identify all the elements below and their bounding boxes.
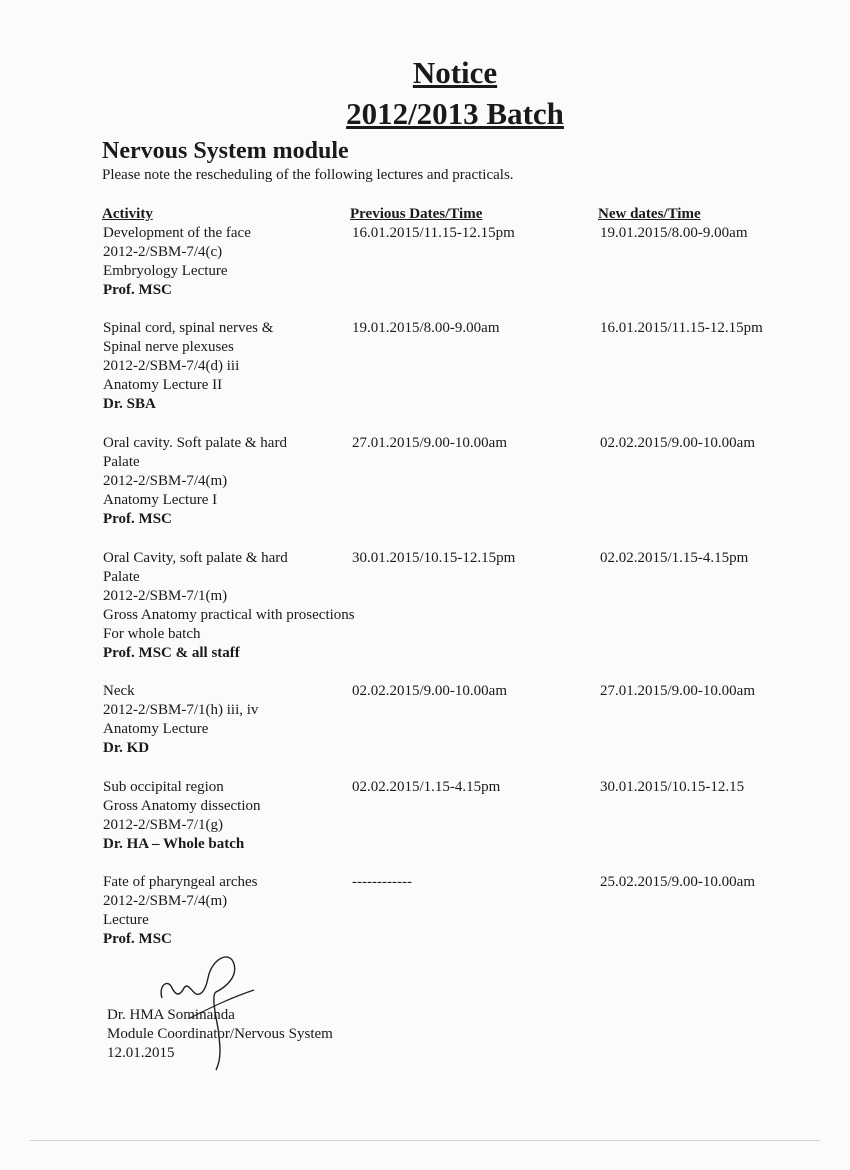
lecturer: Dr. HA – Whole batch: [103, 836, 245, 852]
activity-line: 2012-2/SBM-7/4(m): [103, 473, 228, 489]
activity-line: Palate: [103, 454, 140, 470]
signature-date: 12.01.2015: [107, 1045, 175, 1061]
signatory-name: Dr. HMA Sominanda: [107, 1007, 235, 1023]
lecturer: Prof. MSC: [103, 511, 172, 527]
previous-date: 27.01.2015/9.00-10.00am: [352, 435, 507, 451]
batch-title: 2012/2013 Batch: [346, 96, 564, 131]
activity-header: Activity: [102, 206, 153, 222]
activity-line: 2012-2/SBM-7/1(g): [103, 817, 223, 833]
activity-cell: [103, 778, 393, 854]
activity-line: Sub occipital region: [103, 779, 224, 795]
activity-line: For whole batch: [103, 626, 201, 642]
activity-line: Anatomy Lecture: [103, 721, 209, 737]
previous-date: 30.01.2015/10.15-12.15pm: [352, 550, 516, 566]
activity-line: Gross Anatomy practical with prosections: [103, 607, 355, 623]
previous-date: 19.01.2015/8.00-9.00am: [352, 320, 500, 336]
module-heading: Nervous System module: [102, 138, 349, 164]
previous-date: ------------: [352, 874, 412, 890]
activity-line: 2012-2/SBM-7/4(m): [103, 893, 228, 909]
new-date: 27.01.2015/9.00-10.00am: [600, 683, 755, 699]
activity-line: Spinal nerve plexuses: [103, 339, 234, 355]
signature-block: [107, 1006, 333, 1063]
activity-line: 2012-2/SBM-7/4(d) iii: [103, 358, 240, 374]
activity-cell: [103, 224, 393, 300]
previous-date: 16.01.2015/11.15-12.15pm: [352, 225, 515, 241]
new-date: 02.02.2015/9.00-10.00am: [600, 435, 755, 451]
activity-line: 2012-2/SBM-7/4(c): [103, 244, 223, 260]
page-divider: [30, 1140, 820, 1141]
activity-line: Anatomy Lecture II: [103, 377, 223, 393]
signatory-role: Module Coordinator/Nervous System: [107, 1026, 333, 1042]
activity-line: Palate: [103, 569, 140, 585]
lecturer: Prof. MSC & all staff: [103, 645, 240, 661]
lecturer: Dr. KD: [103, 740, 150, 756]
activity-line: Anatomy Lecture I: [103, 492, 218, 508]
activity-cell: [103, 682, 393, 758]
new-date: 25.02.2015/9.00-10.00am: [600, 874, 755, 890]
activity-cell: [103, 434, 393, 529]
new-dates-header: New dates/Time: [598, 206, 701, 222]
activity-line: Development of the face: [103, 225, 251, 241]
lecturer: Prof. MSC: [103, 931, 172, 947]
activity-line: 2012-2/SBM-7/1(h) iii, iv: [103, 702, 259, 718]
rescheduling-note: Please note the rescheduling of the following lectures and practicals.: [102, 167, 514, 183]
activity-line: Fate of pharyngeal arches: [103, 874, 258, 890]
previous-date: 02.02.2015/1.15-4.15pm: [352, 779, 501, 795]
activity-line: Neck: [103, 683, 135, 699]
activity-cell: [103, 873, 393, 949]
activity-cell: [103, 319, 393, 414]
previous-dates-header: Previous Dates/Time: [350, 206, 483, 222]
lecturer: Prof. MSC: [103, 282, 172, 298]
new-date: 16.01.2015/11.15-12.15pm: [600, 320, 763, 336]
new-date: 19.01.2015/8.00-9.00am: [600, 225, 748, 241]
activity-line: Embryology Lecture: [103, 263, 228, 279]
activity-line: Oral cavity. Soft palate & hard: [103, 435, 287, 451]
activity-line: Gross Anatomy dissection: [103, 798, 261, 814]
activity-line: Spinal cord, spinal nerves &: [103, 320, 274, 336]
activity-line: 2012-2/SBM-7/1(m): [103, 588, 228, 604]
lecturer: Dr. SBA: [103, 396, 156, 412]
activity-cell: [103, 549, 393, 663]
new-date: 02.02.2015/1.15-4.15pm: [600, 550, 749, 566]
previous-date: 02.02.2015/9.00-10.00am: [352, 683, 507, 699]
activity-line: Lecture: [103, 912, 149, 928]
new-date: 30.01.2015/10.15-12.15: [600, 779, 745, 795]
activity-line: Oral Cavity, soft palate & hard: [103, 550, 288, 566]
notice-title: Notice: [412, 55, 498, 90]
